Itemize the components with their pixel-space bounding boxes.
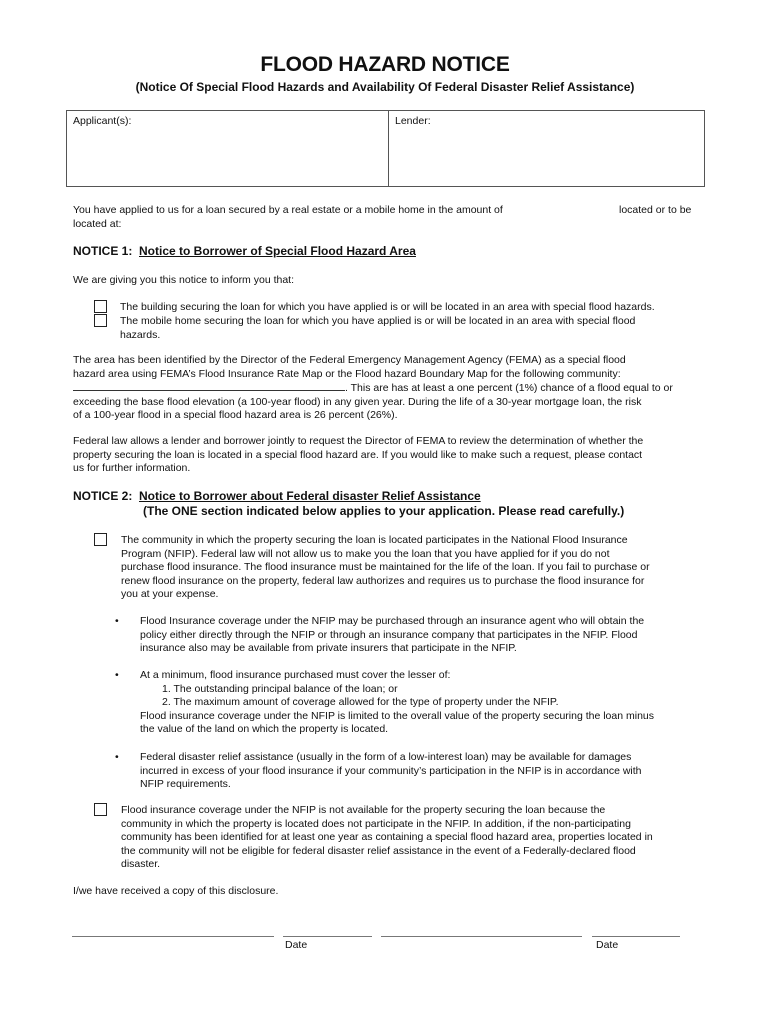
bullet-text bbox=[140, 615, 700, 656]
notice-1-heading bbox=[73, 244, 698, 258]
loan-statement bbox=[73, 204, 698, 231]
community-blank[interactable] bbox=[73, 381, 345, 391]
federal-line-2: property securing the loan is located in a special flood hazard are. If you would like to make such a request, please contact bbox=[73, 448, 643, 461]
checkbox-mobile-home[interactable] bbox=[94, 314, 107, 327]
option-mobile-home-line-2: hazards. bbox=[120, 328, 161, 341]
area-line-3-text: . This are has at least a one percent (1%) chance of a flood equal to or bbox=[345, 382, 673, 394]
date-line-2[interactable] bbox=[592, 936, 680, 937]
bullet-2-tail-2: the value of the land on which the property is located. bbox=[140, 723, 389, 735]
option-nfip-not-available bbox=[121, 804, 711, 872]
bullet-2-intro: At a minimum, flood insurance purchased must cover the lesser of: bbox=[140, 669, 451, 681]
applicant-field[interactable] bbox=[67, 111, 389, 186]
opt-a-line-5: you at your expense. bbox=[121, 588, 219, 600]
notice-1-label: NOTICE 1: bbox=[73, 244, 133, 258]
checkbox-nfip-not-available[interactable] bbox=[94, 803, 107, 816]
area-line-4: exceeding the base flood elevation (a 100-year flood) in any given year. During the life of a 30-year mortgage loan, the risk bbox=[73, 395, 642, 408]
signature-line-2[interactable] bbox=[381, 936, 582, 937]
bullet-3-line-3: NFIP requirements. bbox=[140, 778, 231, 790]
page-title: FLOOD HAZARD NOTICE bbox=[260, 53, 510, 76]
notice-1-intro: We are giving you this notice to inform you that: bbox=[73, 274, 295, 286]
bullet-2-item-2: 2. The maximum amount of coverage allowed for the type of property under the NFIP. bbox=[162, 696, 559, 708]
date-label-2: Date bbox=[596, 939, 619, 951]
option-mobile-home-line-1: The mobile home securing the loan for which you have applied is or will be located in an area with special flood bbox=[120, 315, 636, 327]
notice-2-label: NOTICE 2: bbox=[73, 489, 133, 503]
bullet-2-tail-1: Flood insurance coverage under the NFIP is limited to the overall value of the property securing the loan minus bbox=[140, 709, 655, 722]
party-table bbox=[66, 110, 705, 187]
option-building: The building securing the loan for which you have applied is or will be located in an area with special flood hazards. bbox=[120, 301, 655, 313]
area-line-1: The area has been identified by the Director of the Federal Emergency Management Agency (FEMA) as a special flood bbox=[73, 354, 626, 366]
bullet-1-line-3: insurance also may be available from private insurers that participate in the NFIP. bbox=[140, 642, 517, 654]
opt-b-line-2: community in which the property is located does not participate in the NFIP. In addition, if the non-participating bbox=[121, 817, 631, 830]
signature-line-1[interactable] bbox=[72, 936, 274, 937]
checkbox-building[interactable] bbox=[94, 300, 107, 313]
bullet-1-line-1: Flood Insurance coverage under the NFIP may be purchased through an insurance agent who will obtain the bbox=[140, 615, 645, 627]
option-mobile-home bbox=[120, 315, 710, 342]
checkbox-nfip-participates[interactable] bbox=[94, 533, 107, 546]
bullet-3-line-2: incurred in excess of your flood insurance if your community’s participation in the NFIP is in accordance with bbox=[140, 764, 642, 777]
lender-label: Lender: bbox=[395, 115, 431, 127]
area-paragraph bbox=[73, 354, 698, 423]
notice-1-title: Notice to Borrower of Special Flood Hazard Area bbox=[139, 244, 416, 258]
bullet-2-item-1: 1. The outstanding principal balance of the loan; or bbox=[162, 682, 398, 695]
notice-2-title: Notice to Borrower about Federal disaster Relief Assistance bbox=[139, 489, 481, 503]
applicant-label: Applicant(s): bbox=[73, 115, 132, 127]
opt-a-line-4: renew flood insurance on the property, federal law authorizes and requires us to purchase the flood insurance for bbox=[121, 574, 645, 587]
bullet-1-line-2: policy either directly through the NFIP or through an insurance company that participates in the NFIP. Flood bbox=[140, 628, 638, 641]
bullet-text bbox=[140, 669, 700, 737]
opt-a-line-2: Program (NFIP). Federal law will not allow us to make you the loan that you have applied for if you do not bbox=[121, 547, 610, 560]
acknowledgement-text: I/we have received a copy of this disclosure. bbox=[73, 885, 279, 897]
date-label-1: Date bbox=[285, 939, 308, 951]
bullet-text bbox=[140, 751, 700, 792]
lender-field[interactable] bbox=[389, 111, 704, 186]
opt-a-line-3: purchase flood insurance. The flood insurance must be maintained for the life of the loan. If you fail to purchase or bbox=[121, 561, 650, 573]
option-nfip-participates bbox=[121, 534, 711, 602]
area-line-5: of a 100-year flood in a special flood hazard area is 26 percent (26%). bbox=[73, 409, 398, 421]
federal-line-3: us for further information. bbox=[73, 462, 191, 474]
loan-line-1-right: located or to be bbox=[619, 204, 692, 216]
bullet-icon: • bbox=[115, 751, 119, 763]
federal-law-paragraph bbox=[73, 435, 698, 476]
opt-b-line-3: community has been identified for at least one year as containing a special flood hazard area, properties located in bbox=[121, 831, 653, 843]
opt-b-line-4: the community will not be eligible for federal disaster relief assistance in the event of a Federally-declared flood bbox=[121, 844, 636, 857]
bullet-icon: • bbox=[115, 615, 119, 627]
federal-line-1: Federal law allows a lender and borrower jointly to request the Director of FEMA to review the determination of whether the bbox=[73, 435, 644, 447]
notice-2-subheading: (The ONE section indicated below applies to your application. Please read carefully.) bbox=[143, 504, 625, 518]
date-line-1[interactable] bbox=[283, 936, 372, 937]
loan-line-2: located at: bbox=[73, 217, 122, 230]
area-line-2: hazard area using FEMA’s Flood Insurance Rate Map or the Flood hazard Boundary Map for the following community: bbox=[73, 367, 621, 380]
notice-2-heading bbox=[73, 489, 698, 503]
bullet-icon: • bbox=[115, 669, 119, 681]
area-line-3 bbox=[73, 381, 698, 396]
bullet-3-line-1: Federal disaster relief assistance (usually in the form of a low-interest loan) may be available for damages bbox=[140, 751, 632, 763]
page-subtitle: (Notice Of Special Flood Hazards and Availability Of Federal Disaster Relief Assistance) bbox=[135, 80, 635, 94]
opt-b-line-5: disaster. bbox=[121, 858, 161, 870]
opt-a-line-1: The community in which the property securing the loan is located participates in the National Flood Insurance bbox=[121, 534, 628, 546]
loan-line-1: You have applied to us for a loan secured by a real estate or a mobile home in the amount of bbox=[73, 204, 503, 216]
opt-b-line-1: Flood insurance coverage under the NFIP is not available for the property securing the loan because the bbox=[121, 804, 606, 816]
